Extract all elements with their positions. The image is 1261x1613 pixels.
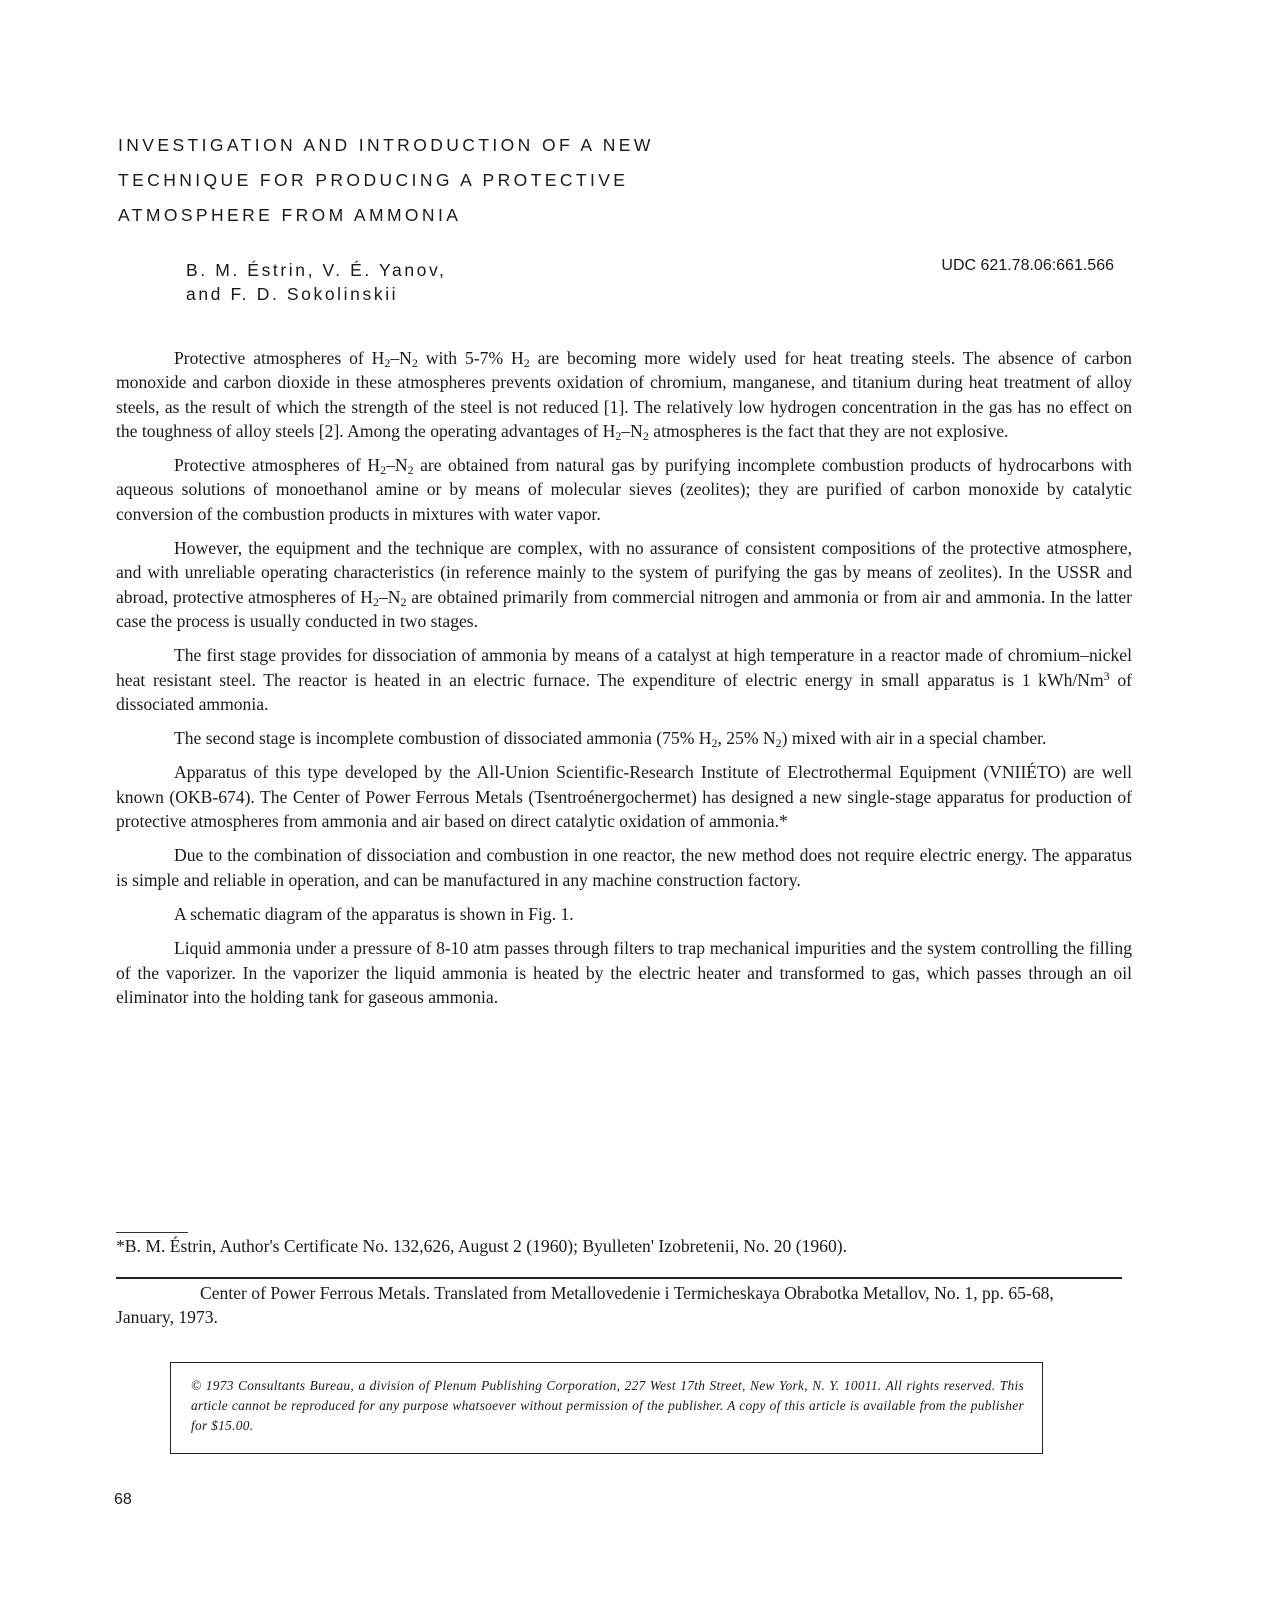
- paragraph-1: [116, 346, 1132, 443]
- text-run: –N: [378, 586, 401, 607]
- footnote: *B. M. Éstrin, Author's Certificate No. 132,626, August 2 (1960); Byulleten' Izobretenii, No. 20 (1960).: [116, 1236, 848, 1256]
- copyright-box: [170, 1362, 1043, 1454]
- paragraph-6: Apparatus of this type developed by the All-Union Scientific-Research Institute of Electrothermal Equipment (VNIIÉTO) are well known (OKB-674). The Center of Power Ferrous Metals (Tsentroénergochermet) has designed a new single-stage apparatus for production of protective atmospheres from ammonia and air based on direct catalytic oxidation of ammonia.*: [116, 762, 1132, 832]
- text-run: are obtained from natural gas by purifying incomplete combustion products of hydrocarbons with aqueous solutions of monoethanol amine or by means of molecular sieves (zeolites); they are purified of carbon monoxide by catalytic conversion of the combustion products in mixtures with water vapor.: [116, 455, 1132, 524]
- affiliation-note: [116, 1281, 1116, 1330]
- subscript: 2: [407, 463, 414, 478]
- subscript: 2: [380, 463, 387, 478]
- text-run: with 5-7% H: [417, 348, 524, 368]
- authors-line-1: B. M. Éstrin, V. É. Yanov,: [186, 260, 447, 280]
- paragraph-2: [116, 453, 1132, 526]
- footnote-divider: [116, 1232, 188, 1233]
- subscript: 2: [400, 594, 407, 609]
- subscript: 2: [523, 356, 530, 370]
- author-list: [186, 258, 447, 306]
- subscript: 2: [642, 428, 649, 443]
- affiliation-text: Center of Power Ferrous Metals. Translated from Metallovedenie i Termicheskaya Obrabotka Metallov, No. 1, pp. 65-68, January, 1973.: [116, 1283, 1054, 1328]
- subscript: 2: [384, 356, 391, 370]
- paragraph-5: [116, 726, 1132, 750]
- affiliation-divider: [116, 1277, 1122, 1279]
- text-run: The first stage provides for dissociation of ammonia by means of a catalyst at high temperature in a reactor made of chromium–nickel heat resistant steel. The reactor is heated in an electric furnace. The expenditure of electric energy in small apparatus is 1 kWh/Nm: [116, 645, 1132, 690]
- subscript: 2: [615, 428, 622, 443]
- paragraph-4: [116, 643, 1132, 716]
- text-run: However, the equipment and the technique are complex, with no assurance of consistent compositions of the protective atmosphere, and with unreliable operating characteristics (in reference mainly to the system of purifying the gas by means of zeolites). In the USSR and abroad, protective atmospheres of H: [116, 538, 1132, 607]
- paragraph-9: Liquid ammonia under a pressure of 8-10 atm passes through filters to trap mechanical impurities and the system controlling the filling of the vaporizer. In the vaporizer the liquid ammonia is heated by the electric heater and transformed to gas, which passes through an oil eliminator into the holding tank for gaseous ammonia.: [116, 938, 1132, 1007]
- text-run: are becoming more widely used for heat treating steels. The absence of carbon monoxide and carbon dioxide in these atmospheres prevents oxidation of chromium, manganese, and titanium during heat treatment of alloy steels, as the result of which the strength of the steel is not reduced [1]. The relatively low hydrogen concentration in the gas has no effect on the toughness of alloy steels [2]. Among the operating advantages of H: [116, 348, 1132, 441]
- text-run: of dissociated ammonia.: [116, 669, 1133, 714]
- subscript: 2: [711, 736, 718, 751]
- text-run: –N: [390, 348, 412, 368]
- text-run: atmospheres is the fact that they are not explosive.: [648, 420, 1009, 441]
- paragraph-8: A schematic diagram of the apparatus is shown in Fig. 1.: [174, 903, 574, 924]
- article-title: [118, 128, 654, 233]
- paragraph-7: Due to the combination of dissociation and combustion in one reactor, the new method does not require electric energy. The apparatus is simple and reliable in operation, and can be manufactured in any machine construction factory.: [116, 845, 1132, 890]
- text-run: ) mixed with air in a special chamber.: [781, 728, 1047, 749]
- subscript: 2: [411, 356, 418, 370]
- subscript: 2: [775, 736, 782, 751]
- text-run: Protective atmospheres of H: [174, 348, 385, 368]
- text-run: –N: [386, 455, 408, 476]
- text-run: are obtained primarily from commercial nitrogen and ammonia or from air and ammonia. In the latter case the process is usually conducted in two stages.: [116, 586, 1132, 631]
- text-run: The second stage is incomplete combustion of dissociated ammonia (75% H: [174, 728, 712, 749]
- text-run: Protective atmospheres of H: [174, 455, 381, 476]
- page-number: 68: [114, 1491, 132, 1508]
- title-line-3: ATMOSPHERE FROM AMMONIA: [118, 205, 462, 225]
- paragraph-3: [116, 536, 1132, 633]
- subscript: 2: [372, 594, 379, 609]
- title-line-2: TECHNIQUE FOR PRODUCING A PROTECTIVE: [118, 170, 629, 190]
- text-run: –N: [621, 420, 643, 441]
- superscript: 3: [1103, 668, 1110, 683]
- authors-line-2: and F. D. Sokolinskii: [186, 284, 399, 304]
- article-body: [116, 346, 1132, 1019]
- text-run: , 25% N: [717, 728, 776, 749]
- copyright-text: © 1973 Consultants Bureau, a division of Plenum Publishing Corporation, 227 West 17th Street, New York, N. Y. 10011. All rights reserved. This article cannot be reproduced for any purpose whatsoever without permission of the publisher. A copy of this article is available from the publisher for $15.00.: [191, 1378, 1024, 1433]
- udc-code: UDC 621.78.06:661.566: [941, 257, 1114, 274]
- title-line-1: INVESTIGATION AND INTRODUCTION OF A NEW: [118, 135, 654, 155]
